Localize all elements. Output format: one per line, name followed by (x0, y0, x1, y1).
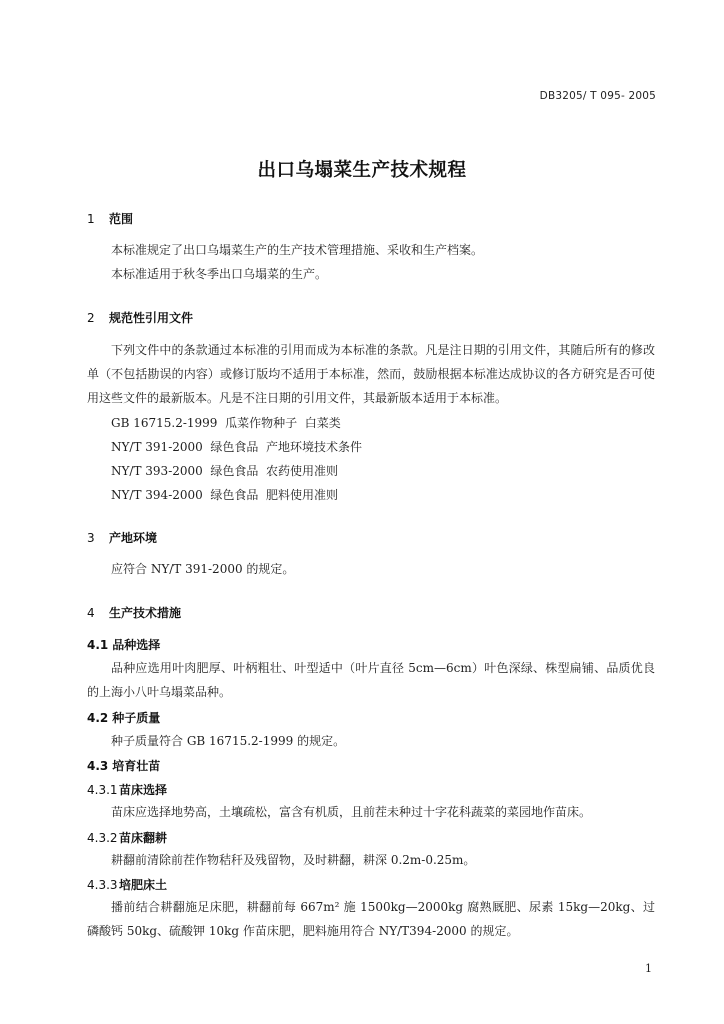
paragraph: 下列文件中的条款通过本标准的引用而成为本标准的条款。凡是注日期的引用文件，其随后所有的修改单（不包括勘误的内容）或修订版均不适用于本标准，然而，鼓励根据本标准达成协议的各方研究是否可使用这些文件的最新版本。凡是不注日期的引用文件，其最新版本适用于本标准。 (87, 343, 655, 405)
document-title: 出口乌塌菜生产技术规程 (257, 160, 467, 181)
section-title: 培肥床土 (119, 878, 168, 892)
reference-item: GB 16715.2-1999 瓜菜作物种子 白菜类 (111, 416, 341, 430)
page-number: 1 (645, 962, 652, 975)
section-number: 1 (87, 212, 95, 226)
section-title: 培育壮苗 (112, 759, 161, 773)
section-title: 产地环境 (109, 531, 158, 545)
reference-item: NY/T 393-2000 绿色食品 农药使用准则 (111, 464, 339, 478)
section-number: 4.3 (87, 759, 109, 773)
subsection-heading-4-3 (87, 757, 160, 774)
section-title: 范围 (109, 212, 134, 226)
section-title: 苗床翻耕 (119, 831, 168, 845)
paragraph: 苗床应选择地势高，土壤疏松，富含有机质，且前茬未种过十字花科蔬菜的菜园地作苗床。 (111, 805, 592, 819)
subsection-heading-4-3-3 (87, 876, 167, 893)
section-heading-1 (87, 210, 133, 227)
subsection-heading-4-2 (87, 709, 160, 726)
section-title: 种子质量 (112, 711, 161, 725)
subsection-heading-4-1 (87, 636, 160, 653)
section-number: 4.3.3 (87, 878, 118, 892)
paragraph: 本标准规定了出口乌塌菜生产的生产技术管理措施、采收和生产档案。 (111, 243, 484, 257)
subsection-heading-4-3-2 (87, 829, 167, 846)
section-title: 品种选择 (112, 638, 161, 652)
paragraph: 播前结合耕翻施足床肥，耕翻前每 667m² 施 1500kg—2000kg 腐熟厩肥、尿素 15kg—20kg、过磷酸钙 50kg、硫酸钾 10kg 作苗床肥，肥料施用符合 NY/T394-2000 的规定。 (87, 900, 655, 938)
paragraph: 耕翻前清除前茬作物秸秆及残留物，及时耕翻，耕深 0.2m-0.25m。 (111, 853, 476, 867)
standard-number: DB3205/ T 095- 2005 (539, 90, 656, 102)
section-heading-2 (87, 309, 193, 326)
paragraph: 种子质量符合 GB 16715.2-1999 的规定。 (111, 734, 346, 748)
section-title: 生产技术措施 (109, 606, 182, 620)
section-title: 规范性引用文件 (109, 311, 194, 325)
section-number: 4.1 (87, 638, 109, 652)
section-number: 4.2 (87, 711, 109, 725)
subsection-heading-4-3-1 (87, 781, 167, 798)
section-number: 4.3.1 (87, 783, 118, 797)
reference-item: NY/T 394-2000 绿色食品 肥料使用准则 (111, 488, 339, 502)
section-title: 苗床选择 (119, 783, 168, 797)
section-number: 2 (87, 311, 95, 325)
reference-item: NY/T 391-2000 绿色食品 产地环境技术条件 (111, 440, 363, 454)
section-heading-4 (87, 604, 181, 621)
section-heading-3 (87, 529, 157, 546)
paragraph: 品种应选用叶肉肥厚、叶柄粗壮、叶型适中（叶片直径 5cm—6cm）叶色深绿、株型扁铺、品质优良的上海小八叶乌塌菜品种。 (87, 661, 655, 699)
paragraph: 本标准适用于秋冬季出口乌塌菜的生产。 (111, 267, 328, 281)
paragraph: 应符合 NY/T 391-2000 的规定。 (111, 562, 295, 576)
section-number: 4 (87, 606, 95, 620)
section-number: 4.3.2 (87, 831, 118, 845)
section-number: 3 (87, 531, 95, 545)
